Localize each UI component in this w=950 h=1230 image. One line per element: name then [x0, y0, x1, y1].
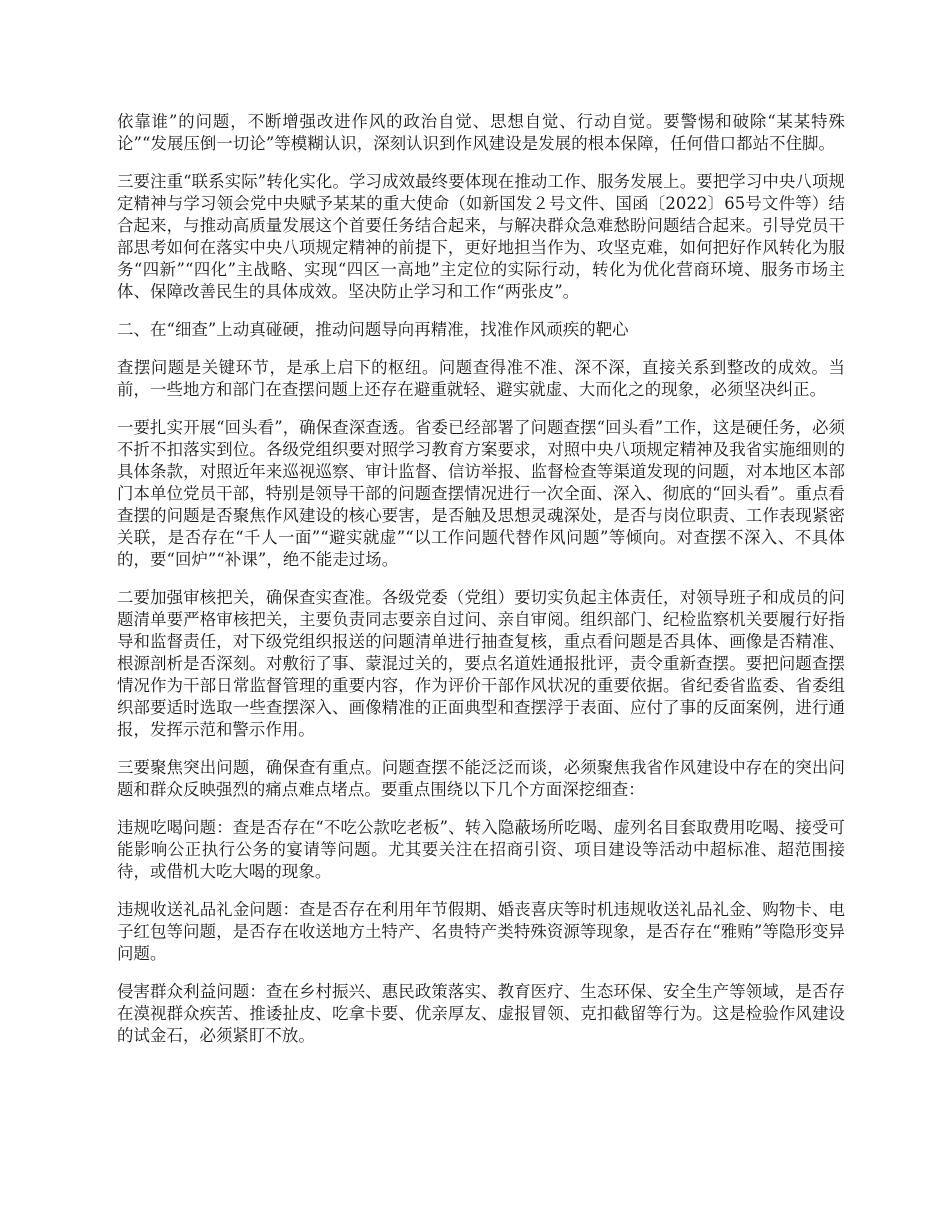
section-heading-two: 二、在“细查”上动真碰硬，推动问题导向再精准，找准作风顽疾的靶心	[117, 320, 629, 339]
paragraph-gift-issues: 违规收送礼品礼金问题：查是否存在利用年节假期、婚丧喜庆等时机违规收送礼品礼金、购物卡、电子红包等问题，是否存在收送地方土特产、名贵特产类特殊资源等现象，是否存在“雅贿”等隐形变异问题。	[117, 900, 845, 963]
paragraph-dining-issues: 违规吃喝问题：查是否存在“不吃公款吃老板”、转入隐蔽场所吃喝、虚列名目套取费用吃喝、接受可能影响公正执行公务的宴请等问题。尤其要关注在招商引资、项目建设等活动中超标准、超范围接待，或借机大吃大喝的现象。	[117, 818, 845, 881]
paragraph-point-three-focus: 三要聚焦突出问题，确保查有重点。问题查摆不能泛泛而谈，必须聚焦我省作风建设中存在的突出问题和群众反映强烈的痛点难点堵点。要重点围绕以下几个方面深挖细查：	[117, 758, 845, 799]
paragraph-continuation: 依靠谁”的问题，不断增强改进作风的政治自觉、思想自觉、行动自觉。要警惕和破除“某某特殊论”“发展压倒一切论”等模糊认识，深刻认识到作风建设是发展的根本保障，任何借口都站不住脚。	[117, 112, 845, 153]
paragraph-public-interest-issues: 侵害群众利益问题：查在乡村振兴、惠民政策落实、教育医疗、生态环保、安全生产等领域，是否存在漠视群众疾苦、推诿扯皮、吃拿卡要、优亲厚友、虚报冒领、克扣截留等行为。这是检验作风建设的试金石，必须紧盯不放。	[117, 982, 845, 1045]
document-body	[117, 111, 845, 1063]
paragraph-point-two: 二要加强审核把关，确保查实查准。各级党委（党组）要切实负起主体责任，对领导班子和成员的问题清单要严格审核把关，主要负责同志要亲自过问、亲自审阅。组织部门、纪检监察机关要履行好指导和监督责任，对下级党组织报送的问题清单进行抽查复核，重点看问题是否具体、画像是否精准、根源剖析是否深刻。对敷衍了事、蒙混过关的，要点名道姓通报批评，责令重新查摆。要把问题查摆情况作为干部日常监督管理的重要内容，作为评价干部作风状况的重要依据。省纪委省监委、省委组织部要适时选取一些查摆深入、画像精准的正面典型和查摆浮于表面、应付了事的反面案例，进行通报，发挥示范和警示作用。	[117, 588, 845, 739]
paragraph-section-intro: 查摆问题是关键环节，是承上启下的枢纽。问题查得准不准、深不深，直接关系到整改的成效。当前，一些地方和部门在查摆问题上还存在避重就轻、避实就虚、大而化之的现象，必须坚决纠正。	[117, 358, 845, 399]
paragraph-point-one: 一要扎实开展“回头看”，确保查深查透。省委已经部署了问题查摆“回头看”工作，这是硬任务，必须不折不扣落实到位。各级党组织要对照学习教育方案要求，对照中央八项规定精神及我省实施细则的具体条款，对照近年来巡视巡察、审计监督、信访举报、监督检查等渠道发现的问题，对本地区本部门本单位党员干部，特别是领导干部的问题查摆情况进行一次全面、深入、彻底的“回头看”。重点看查摆的问题是否聚焦作风建设的核心要害，是否触及思想灵魂深处，是否与岗位职责、工作表现紧密关联，是否存在“千人一面”“避实就虚”“以工作问题代替作风问题”等倾向。对查摆不深入、不具体的，要“回炉”“补课”，绝不能走过场。	[117, 418, 845, 569]
paragraph-point-three: 三要注重“联系实际”转化实化。学习成效最终要体现在推动工作、服务发展上。要把学习中央八项规定精神与学习领会党中央赋予某某的重大使命（如新国发２号文件、国函〔2022〕65号文件等）结合起来，与推动高质量发展这个首要任务结合起来，与解决群众急难愁盼问题结合起来。引导党员干部思考如何在落实中央八项规定精神的前提下，更好地担当作为、攻坚克难，如何把好作风转化为服务“四新”“四化”主战略、实现“四区一高地”主定位的实际行动，转化为优化营商环境、服务市场主体、保障改善民生的具体成效。坚决防止学习和工作“两张皮”。	[117, 172, 845, 301]
